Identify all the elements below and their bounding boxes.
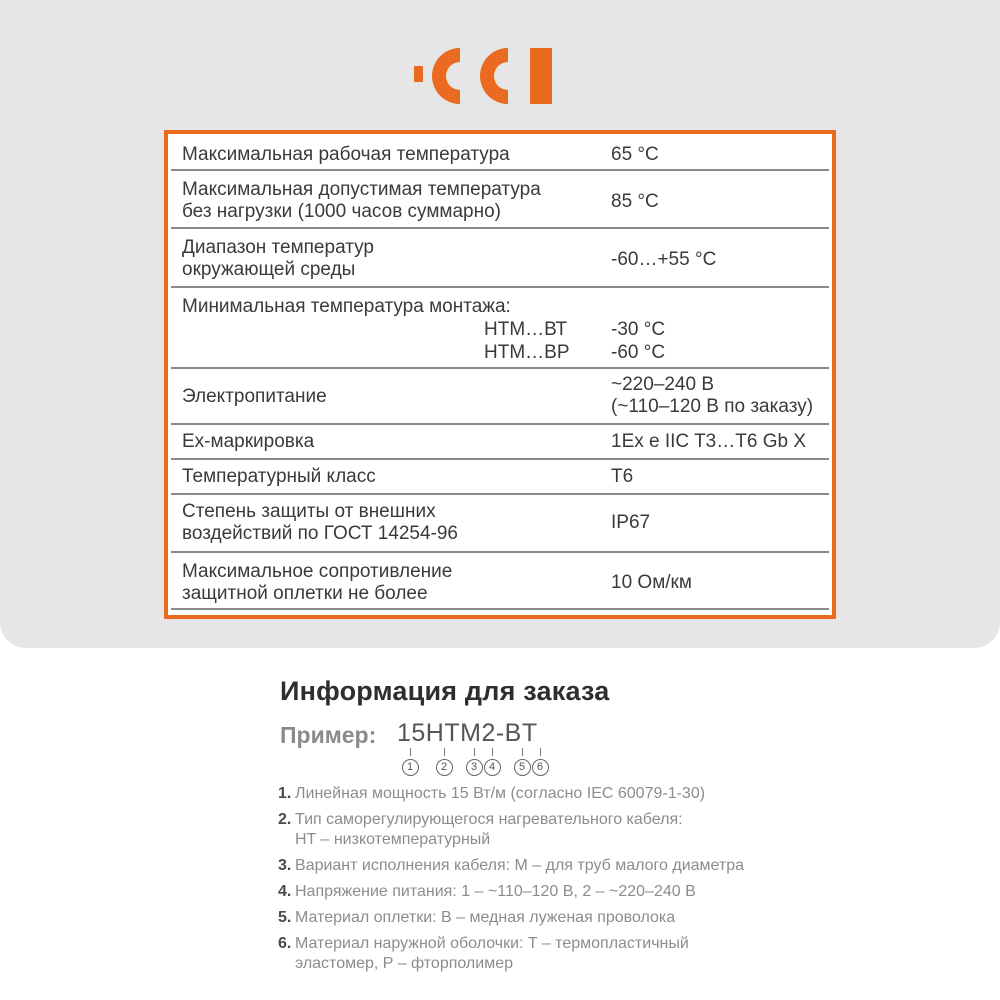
spec-table	[168, 134, 832, 615]
spec-label: Ex-маркировка	[182, 431, 315, 452]
example-code: 15HTM2-BT	[397, 719, 538, 747]
spec-row-max-allowed-temp	[171, 171, 829, 229]
spec-label: Степень защиты от внешних воздействий по ГОСТ 14254-96	[182, 501, 459, 544]
spec-row-ex-marking	[171, 425, 829, 460]
list-item: 3. Вариант исполнения кабеля: M – для труб малого диаметра	[278, 857, 745, 874]
spec-row-ambient-range	[171, 229, 829, 288]
spec-label: Максимальная допустимая температура без нагрузки (1000 часов суммарно)	[182, 179, 541, 222]
spec-value-bp: -60 °C	[611, 342, 666, 363]
spec-sublabel-bp: НТМ…ВР	[484, 342, 570, 363]
spec-value: ~220–240 В (~110–120 В по заказу)	[611, 374, 814, 417]
spec-value: 85 °C	[611, 191, 659, 212]
spec-row-min-install-temp	[171, 288, 829, 369]
spec-row-protection	[171, 495, 829, 553]
spec-sublabel-bt: НТМ…ВТ	[484, 319, 568, 340]
spec-row-temp-class	[171, 460, 829, 495]
spec-value: 1Ex e IIC T3…T6 Gb X	[611, 431, 807, 452]
spec-label: Электропитание	[182, 386, 327, 407]
list-item: 6. Материал наружной оболочки: T – термопластичный эластомер, P – фторполимер	[278, 935, 689, 972]
spec-table-frame	[164, 130, 836, 619]
spec-value: T6	[611, 466, 634, 487]
spec-label: Максимальное сопротивление защитной оплетки не более	[182, 561, 453, 604]
example-label: Пример:	[280, 722, 377, 748]
marker-5: 5	[513, 748, 531, 776]
spec-label: Максимальная рабочая температура	[182, 144, 510, 165]
order-code-legend	[278, 784, 838, 980]
order-info-title: Информация для заказа	[280, 676, 610, 706]
spec-value: -60…+55 °C	[611, 249, 717, 270]
spec-value: 10 Ом/км	[611, 572, 692, 593]
spec-row-power	[171, 369, 829, 425]
list-item: 1. Линейная мощность 15 Вт/м (согласно IEC 60079-1-30)	[278, 785, 706, 802]
spec-label: Диапазон температур окружающей среды	[182, 237, 374, 280]
spec-label: Температурный класс	[182, 466, 376, 487]
marker-3: 3	[465, 748, 483, 776]
list-item: 2. Тип саморегулирующегося нагревательного кабеля: HT – низкотемпературный	[278, 811, 683, 848]
list-item: 5. Материал оплетки: B – медная луженая проволока	[278, 909, 676, 926]
spec-row-resistance	[171, 553, 829, 610]
marker-1: 1	[401, 748, 419, 776]
list-item: 4. Напряжение питания: 1 – ~110–120 В, 2 – ~220–240 В	[278, 883, 696, 900]
marker-2: 2	[435, 748, 453, 776]
marker-4: 4	[483, 748, 501, 776]
spec-value: IP67	[611, 512, 651, 533]
cci-logo	[414, 44, 554, 108]
spec-value-bt: -30 °C	[611, 319, 666, 340]
spec-label: Минимальная температура монтажа:	[182, 296, 511, 317]
spec-value: 65 °C	[611, 144, 659, 165]
spec-row-max-work-temp	[171, 134, 829, 171]
marker-6: 6	[531, 748, 549, 776]
